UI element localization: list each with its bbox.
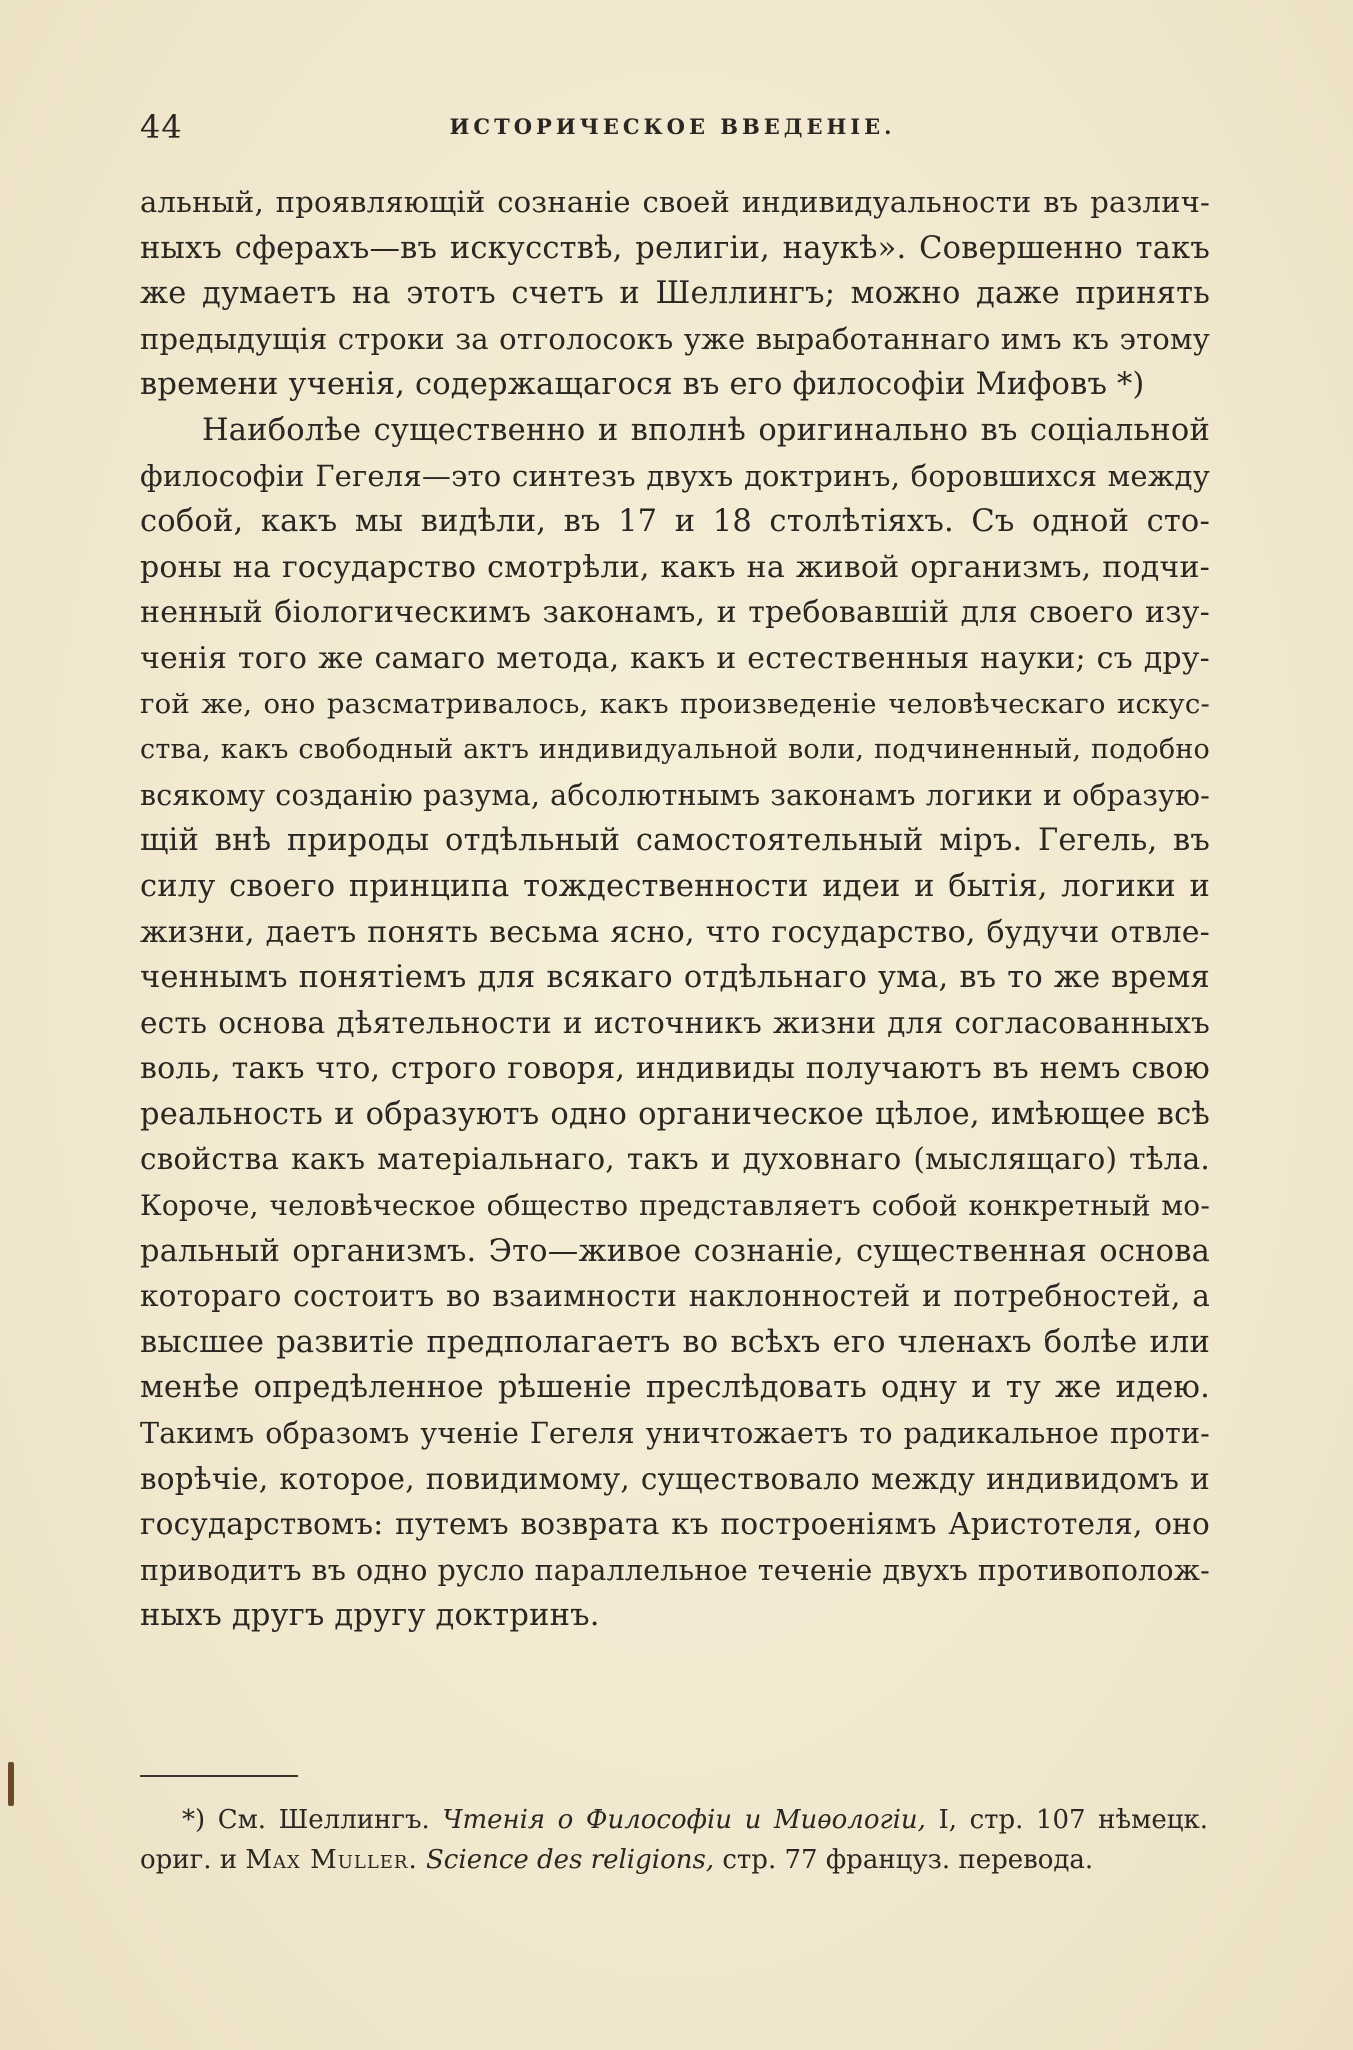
footnote-line bbox=[140, 1840, 1208, 1880]
text-line: альный, проявляющій сознаніе своей индивидуальности въ различ- bbox=[140, 185, 1210, 219]
text-line: ныхъ другъ другу доктринъ. bbox=[140, 1598, 600, 1634]
footnote-line bbox=[140, 1800, 1208, 1840]
footnote-rule bbox=[140, 1775, 298, 1777]
body-text bbox=[140, 180, 1210, 1639]
footnote-title: Science des religions, bbox=[426, 1845, 715, 1875]
footnote-ref: стр. 77 француз. перевода. bbox=[722, 1845, 1094, 1875]
text-line: всякому созданію разума, абсолютнымъ законамъ логики и образую- bbox=[140, 778, 1210, 812]
footnote-ref: I, стр. 107 нѣмецк. bbox=[938, 1805, 1208, 1835]
text-line: ненный біологическимъ законамъ, и требовавшій для своего изу- bbox=[140, 595, 1210, 631]
text-line: реальность и образуютъ одно органическое цѣлое, имѣющее всѣ bbox=[140, 1096, 1210, 1132]
page-number: 44 bbox=[140, 108, 183, 146]
running-head bbox=[140, 108, 1205, 148]
text-line: предыдущія строки за отголосокъ уже выработаннаго имъ къ этому bbox=[140, 321, 1210, 356]
text-line: высшее развитіе предполагаетъ во всѣхъ его членахъ болѣе или bbox=[140, 1324, 1210, 1360]
text-line: щій внѣ природы отдѣльный самостоятельный міръ. Гегель, въ bbox=[140, 823, 1210, 859]
text-line: Короче, человѣческое общество представляетъ собой конкретный мо- bbox=[140, 1189, 1210, 1223]
text-line: приводитъ въ одно русло параллельное теченіе двухъ противополож- bbox=[140, 1553, 1210, 1587]
text-line: есть основа дѣятельности и источникъ жизни для согласованныхъ bbox=[140, 1005, 1210, 1040]
text-line: менѣе опредѣленное рѣшеніе преслѣдовать одну и ту же идею. bbox=[140, 1370, 1210, 1406]
margin-mark bbox=[8, 1762, 14, 1806]
text-line: ченія того же самаго метода, какъ и естественныя науки; съ дру- bbox=[140, 640, 1210, 676]
text-line: же думаетъ на этотъ счетъ и Шеллингъ; можно даже принять bbox=[140, 276, 1210, 312]
text-line: Такимъ образомъ ученіе Гегеля уничтожаетъ то радикальное проти- bbox=[140, 1417, 1210, 1451]
footnote-author: Max Muller. bbox=[245, 1845, 418, 1875]
footnote-marker: *) См. Шеллингъ. bbox=[182, 1805, 430, 1835]
text-line: ральный организмъ. Это—живое сознаніе, существенная основа bbox=[140, 1233, 1210, 1269]
text-line: котораго состоитъ во взаимности наклонностей и потребностей, а bbox=[140, 1279, 1210, 1314]
text-line: жизни, даетъ понять весьма ясно, что государство, будучи отвле- bbox=[140, 914, 1210, 950]
footnote-text: ориг. и bbox=[140, 1845, 238, 1875]
running-title: ИСТОРИЧЕСКОЕ ВВЕДЕНІЕ. bbox=[449, 114, 896, 139]
text-line: воль, такъ что, строго говоря, индивиды получаютъ въ немъ свою bbox=[140, 1051, 1210, 1087]
text-line: свойства какъ матеріальнаго, такъ и духовнаго (мыслящаго) тѣла. bbox=[140, 1142, 1210, 1177]
text-line: ченнымъ понятіемъ для всякаго отдѣльнаго ума, въ то же время bbox=[140, 960, 1210, 996]
footnote-title: Чтенія о Философіи и Миѳологіи, bbox=[442, 1805, 926, 1835]
text-line: силу своего принципа тождественности идеи и бытія, логики и bbox=[140, 868, 1210, 904]
footnote bbox=[140, 1800, 1208, 1880]
text-line: государствомъ: путемъ возврата къ построеніямъ Аристотеля, оно bbox=[140, 1507, 1210, 1542]
text-line: Наиболѣе существенно и вполнѣ оригинально въ соціальной bbox=[202, 412, 1210, 448]
text-line: философіи Гегеля—это синтезъ двухъ доктринъ, боровшихся между bbox=[140, 458, 1210, 493]
text-line: собой, какъ мы видѣли, въ 17 и 18 столѣтіяхъ. Съ одной сто- bbox=[140, 504, 1210, 540]
text-line: гой же, оно разсматривалось, какъ произведеніе человѣческаго искус- bbox=[140, 687, 1210, 720]
text-line: ныхъ сферахъ—въ искусствѣ, религіи, наукѣ». Совершенно такъ bbox=[140, 230, 1210, 266]
text-line: роны на государство смотрѣли, какъ на живой организмъ, подчи- bbox=[140, 549, 1210, 585]
text-line: ства, какъ свободный актъ индивидуальной воли, подчиненный, подобно bbox=[140, 734, 1210, 766]
text-line: ворѣчіе, которое, повидимому, существовало между индивидомъ и bbox=[140, 1461, 1210, 1496]
text-line: времени ученія, содержащагося въ его философіи Мифовъ *) bbox=[140, 367, 1145, 403]
